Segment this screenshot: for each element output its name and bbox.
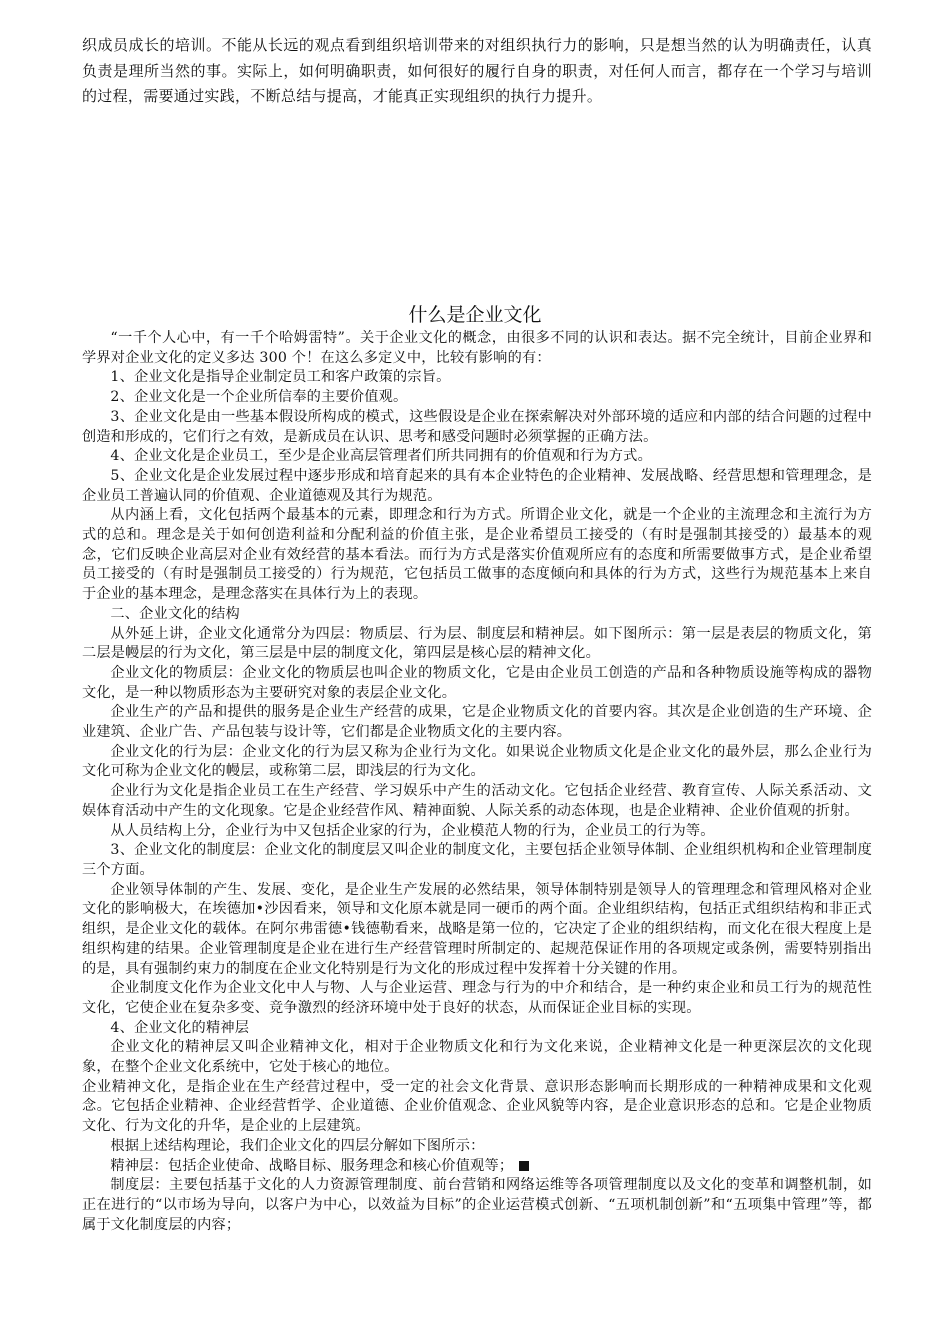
paragraph: 企业领导体制的产生、发展、变化，是企业生产发展的必然结果，领导体制特别是领导人的管理理念和管理风格对企业文化的影响极大，在埃德加•沙因看来，领导和文化原本就是同一硬币的两个面。企业组织结构，包括正式组织结构和非正式组织，是企业文化的载体。在阿尔弗雷德•钱德勒看来，战略是第一位的，它决定了企业的组织结构，而文化在很大程度上是组织构建的结果。企业管理制度是企业在进行生产经营管理时所制定的、起规范保证作用的各项规定或条例，需要特别指出的是，具有强制约束力的制度在企业文化特别是行为文化的形成过程中发挥着十分关键的作用。 <box>82 881 872 977</box>
paragraph: 从内涵上看，文化包括两个最基本的元素，即理念和行为方式。所谓企业文化，就是一个企业的主流理念和主流行为方式的总和。理念是关于如何创造利益和分配利益的价值主张，是企业希望员工接受的（有时是强制其接受的）最基本的观念，它们反映企业高层对企业有效经营的基本看法。而行为方式是落实价值观所应有的态度和所需要做事方式，是企业希望员工接受的（有时是强制员工接受的）行为规范，它包括员工做事的态度倾向和具体的行为方式，这些行为规范基本上来自于企业的基本理念，是理念落实在具体行为上的表现。 <box>82 507 872 603</box>
intro-section <box>82 33 872 110</box>
section-heading: 二、企业文化的结构 <box>110 605 240 622</box>
paragraph: 从人员结构上分，企业行为中又包括企业家的行为，企业模范人物的行为，企业员工的行为等。 <box>110 822 715 839</box>
section-heading: 4、企业文化的精神层 <box>110 1019 250 1036</box>
intro-paragraph: 织成员成长的培训。不能从长远的观点看到组织培训带来的对组织执行力的影响，只是想当然的认为明确责任，认真负责是理所当然的事。实际上，如何明确职责，如何很好的履行自身的职责，对任何人而言，都存在一个学习与培训的过程，需要通过实践，不断总结与提高，才能真正实现组织的执行力提升。 <box>82 36 872 105</box>
paragraph: 企业文化的物质层：企业文化的物质层也叫企业的物质文化，它是由企业员工创造的产品和各种物质设施等构成的器物文化，是一种以物质形态为主要研究对象的表层企业文化。 <box>82 664 872 701</box>
square-bullet-icon <box>519 1161 529 1171</box>
paragraph: 制度层：主要包括基于文化的人力资源管理制度、前台营销和网络运维等各项管理制度以及文化的变革和调整机制，如正在进行的“以市场为导向，以客户为中心，以效益为目标”的企业运营模式创新、“五项机制创新”和“五项集中管理”等，都属于文化制度层的内容； <box>82 1177 872 1233</box>
article-body <box>82 329 872 1235</box>
paragraph: 从外延上讲，企业文化通常分为四层：物质层、行为层、制度层和精神层。如下图所示：第一层是表层的物质文化，第二层是幔层的行为文化，第三层是中层的制度文化，第四层是核心层的精神文化。 <box>82 625 872 662</box>
paragraph: 企业文化的行为层：企业文化的行为层又称为企业行为文化。如果说企业物质文化是企业文化的最外层，那么企业行为文化可称为企业文化的幔层，或称第二层，即浅层的行为文化。 <box>82 743 872 780</box>
paragraph: 企业行为文化是指企业员工在生产经营、学习娱乐中产生的活动文化。它包括企业经营、教育宣传、人际关系活动、文娱体育活动中产生的文化现象。它是企业经营作风、精神面貌、人际关系的动态体现，也是企业精神、企业价值观的折射。 <box>82 783 872 819</box>
definition-item-4: 4、企业文化是企业员工，至少是企业高层管理者们所共同拥有的价值观和行为方式。 <box>110 448 652 465</box>
page-title: 什么是企业文化 <box>408 304 542 326</box>
definition-item-5: 5、企业文化是企业发展过程中逐步形成和培育起来的具有本企业特色的企业精神、发展战略、经营思想和管理理念，是企业员工普遍认同的价值观、企业道德观及其行为规范。 <box>82 467 872 504</box>
definition-item-1: 1、企业文化是指导企业制定员工和客户政策的宗旨。 <box>110 369 451 386</box>
paragraph: 企业生产的产品和提供的服务是企业生产经营的成果，它是企业物质文化的首要内容。其次是企业创造的生产环境、企业建筑、企业广告、产品包装与设计等，它们都是企业物质文化的主要内容。 <box>82 704 872 741</box>
definition-item-3: 3、企业文化是由一些基本假设所构成的模式，这些假设是企业在探索解决对外部环境的适应和内部的结合问题的过程中创造和形成的，它们行之有效，是新成员在认识、思考和感受问题时必须掌握的正确方法。 <box>82 408 872 445</box>
spirit-layer-text: 精神层：包括企业使命、战略目标、服务理念和核心价值观等； <box>110 1157 514 1174</box>
paragraph: “一千个人心中，有一千个哈姆雷特”。关于企业文化的概念，由很多不同的认识和表达。据不完全统计，目前企业界和学界对企业文化的定义多达 300 个！在这么多定义中，比较有影响的有： <box>82 330 872 366</box>
paragraph <box>82 1157 872 1177</box>
paragraph: 根据上述结构理论，我们企业文化的四层分解如下图所示： <box>110 1137 485 1154</box>
paragraph: 3、企业文化的制度层：企业文化的制度层又叫企业的制度文化，主要包括企业领导体制、企业组织机构和企业管理制度三个方面。 <box>82 842 872 878</box>
paragraph: 企业制度文化作为企业文化中人与物、人与企业运营、理念与行为的中介和结合，是一种约束企业和员工行为的规范性文化，它使企业在复杂多变、竞争激烈的经济环境中处于良好的状态，从而保证企业目标的实现。 <box>82 980 872 1016</box>
definition-item-2: 2、企业文化是一个企业所信奉的主要价值观。 <box>110 389 408 406</box>
paragraph: 企业文化的精神层又叫企业精神文化，相对于企业物质文化和行为文化来说，企业精神文化是一种更深层次的文化现象，在整个企业文化系统中，它处于核心的地位。 <box>82 1039 872 1076</box>
paragraph: 企业精神文化，是指企业在生产经营过程中，受一定的社会文化背景、意识形态影响而长期形成的一种精神成果和文化观念。它包括企业精神、企业经营哲学、企业道德、企业价值观念、企业风貌等内容，是企业意识形态的总和。它是企业物质文化、行为文化的升华，是企业的上层建筑。 <box>82 1078 872 1135</box>
